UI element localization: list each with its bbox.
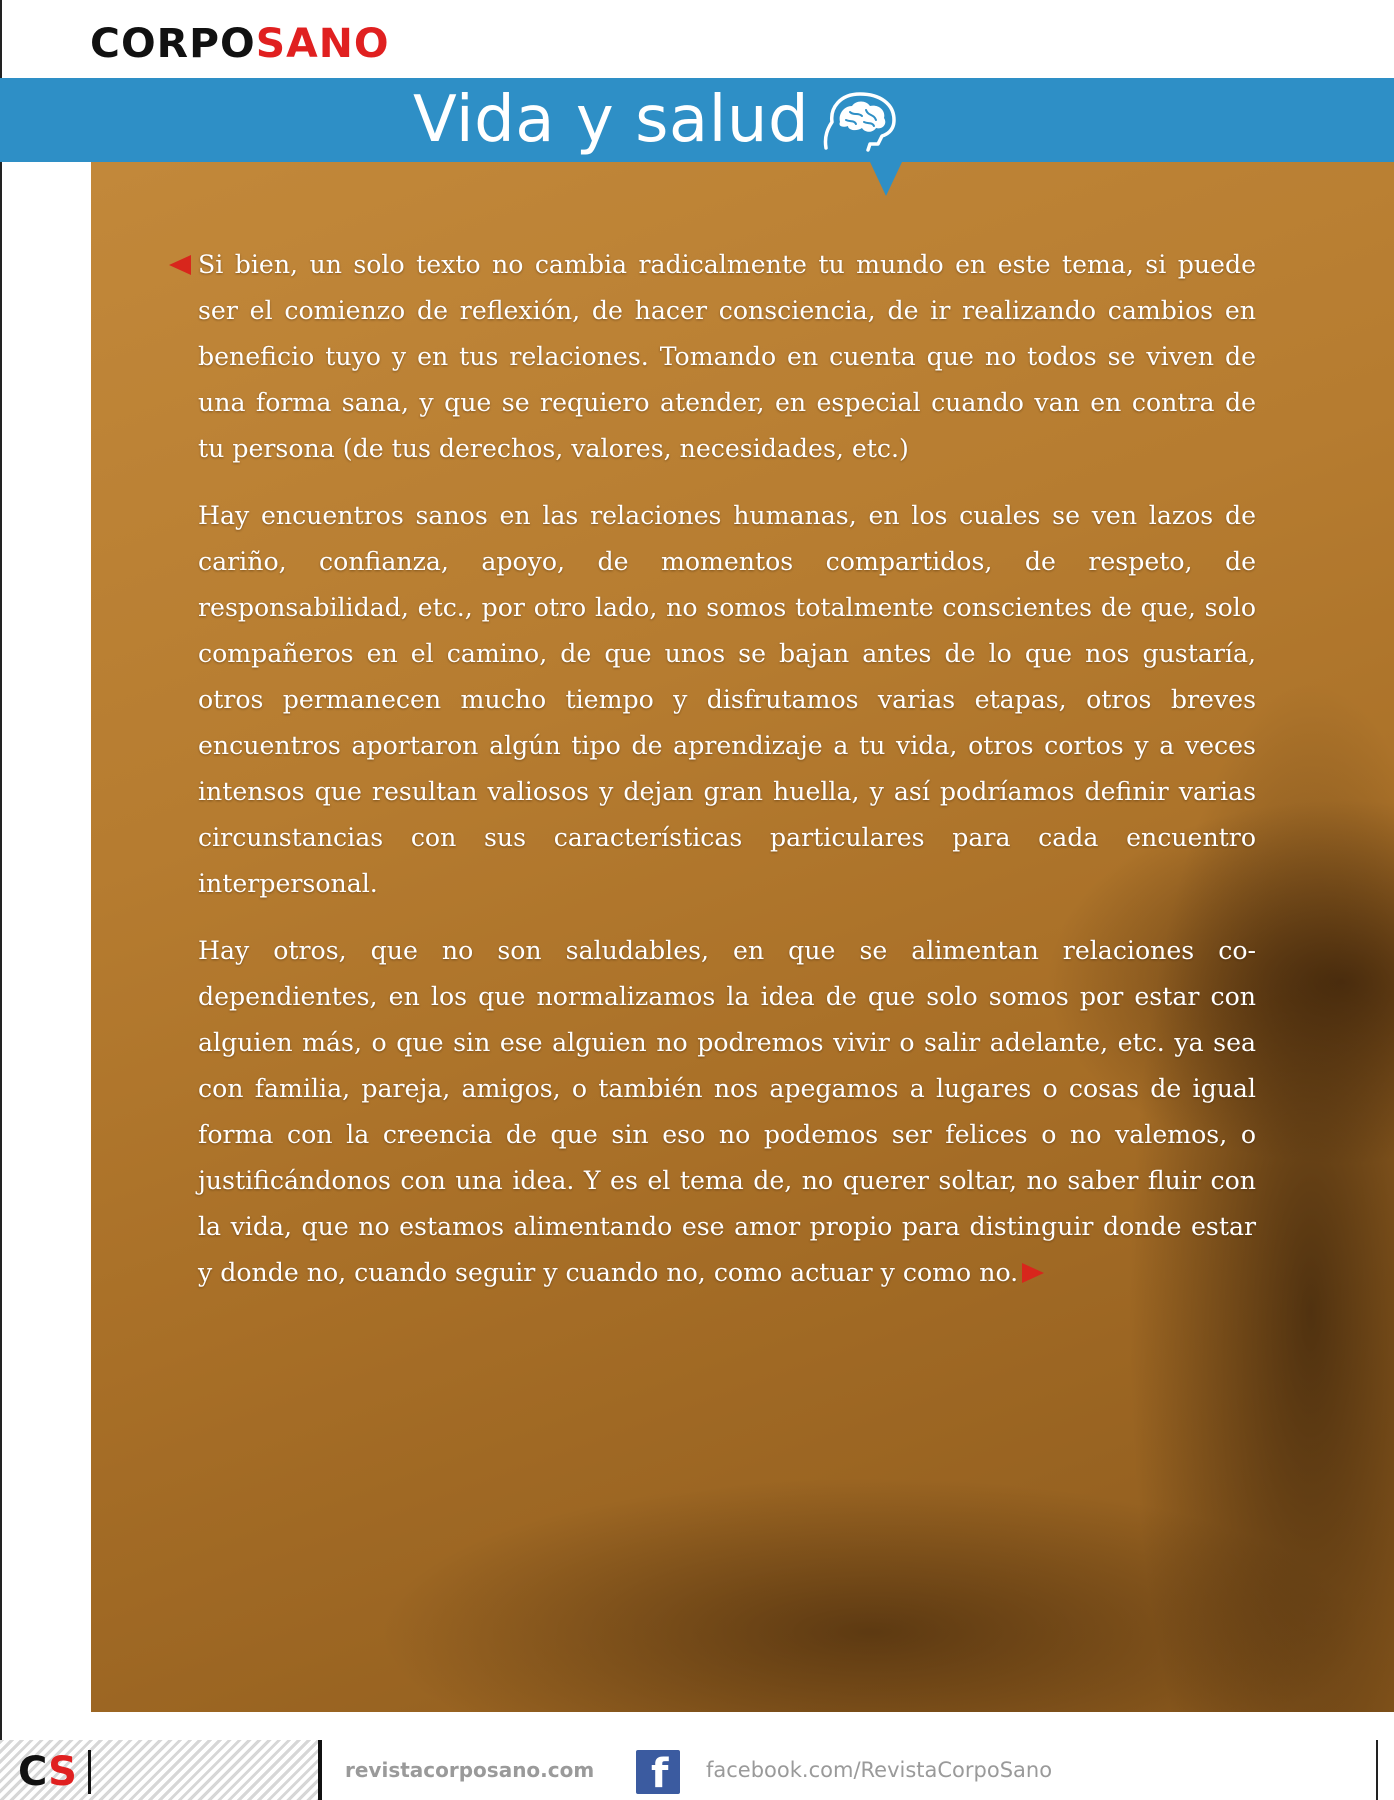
end-marker-icon <box>1022 1263 1044 1283</box>
article-paragraph-1: Si bien, un solo texto no cambia radicalmente tu mundo en este tema, si puede ser el comienzo de reflexión, de hacer consciencia, de ir realizando cambios en beneficio tuyo y en tus relaciones. Tomando en cuenta que no todos se viven de una forma sana, y que se requiero atender, en especial cuando van en contra de tu persona (de tus derechos, valores, necesidades, etc.) <box>198 250 1256 463</box>
footer-logo <box>18 1750 77 1794</box>
page-left-border <box>0 0 2 1800</box>
brain-head-icon <box>820 88 900 152</box>
start-marker-icon <box>169 255 191 275</box>
masthead-corpo: CORPO <box>90 21 256 67</box>
section-header-bar <box>0 78 1394 162</box>
facebook-icon-glyph: f <box>651 1751 669 1797</box>
facebook-link[interactable]: facebook.com/RevistaCorpoSano <box>706 1758 1053 1782</box>
footer-divider <box>318 1740 322 1800</box>
article-paragraph-3 <box>198 928 1256 1296</box>
article-background <box>91 162 1394 1712</box>
footer-logo-c: C <box>18 1749 49 1795</box>
masthead-logo <box>90 20 390 68</box>
page-right-border <box>1376 1740 1378 1800</box>
page-footer <box>0 1740 1394 1800</box>
article-body <box>198 242 1256 1317</box>
section-bar-pointer <box>870 162 902 196</box>
footer-divider-small <box>88 1750 91 1794</box>
section-title: Vida y salud <box>413 83 810 157</box>
masthead-sano: SANO <box>255 21 390 67</box>
website-link[interactable]: revistacorposano.com <box>345 1758 595 1782</box>
article-paragraph-2: Hay encuentros sanos en las relaciones humanas, en los cuales se ven lazos de cariño, confianza, apoyo, de momentos compartidos, de respeto, de responsabilidad, etc., por otro lado, no somos totalmente conscientes de que, solo compañeros en el camino, de que unos se bajan antes de lo que nos gustaría, otros permanecen mucho tiempo y disfrutamos varias etapas, otros breves encuentros aportaron algún tipo de aprendizaje a tu vida, otros cortos y a veces intensos que resultan valiosos y dejan gran huella, y así podríamos definir varias circunstancias con sus características particulares para cada encuentro interpersonal. <box>198 501 1256 898</box>
article-paragraph-3-text: Hay otros, que no son saludables, en que se alimentan relaciones co-dependientes, en los que normalizamos la idea de que solo somos por estar con alguien más, o que sin ese alguien no podremos vivir o salir adelante, etc. ya sea con familia, pareja, amigos, o también nos apegamos a lugares o cosas de igual forma con la creencia de que sin eso no podemos ser felices o no valemos, o justificándonos con una idea. Y es el tema de, no querer soltar, no saber fluir con la vida, que no estamos alimentando ese amor propio para distinguir donde estar y donde no, cuando seguir y cuando no, como actuar y como no. <box>198 936 1256 1287</box>
facebook-icon[interactable] <box>636 1750 680 1797</box>
footer-logo-s: S <box>48 1749 77 1795</box>
